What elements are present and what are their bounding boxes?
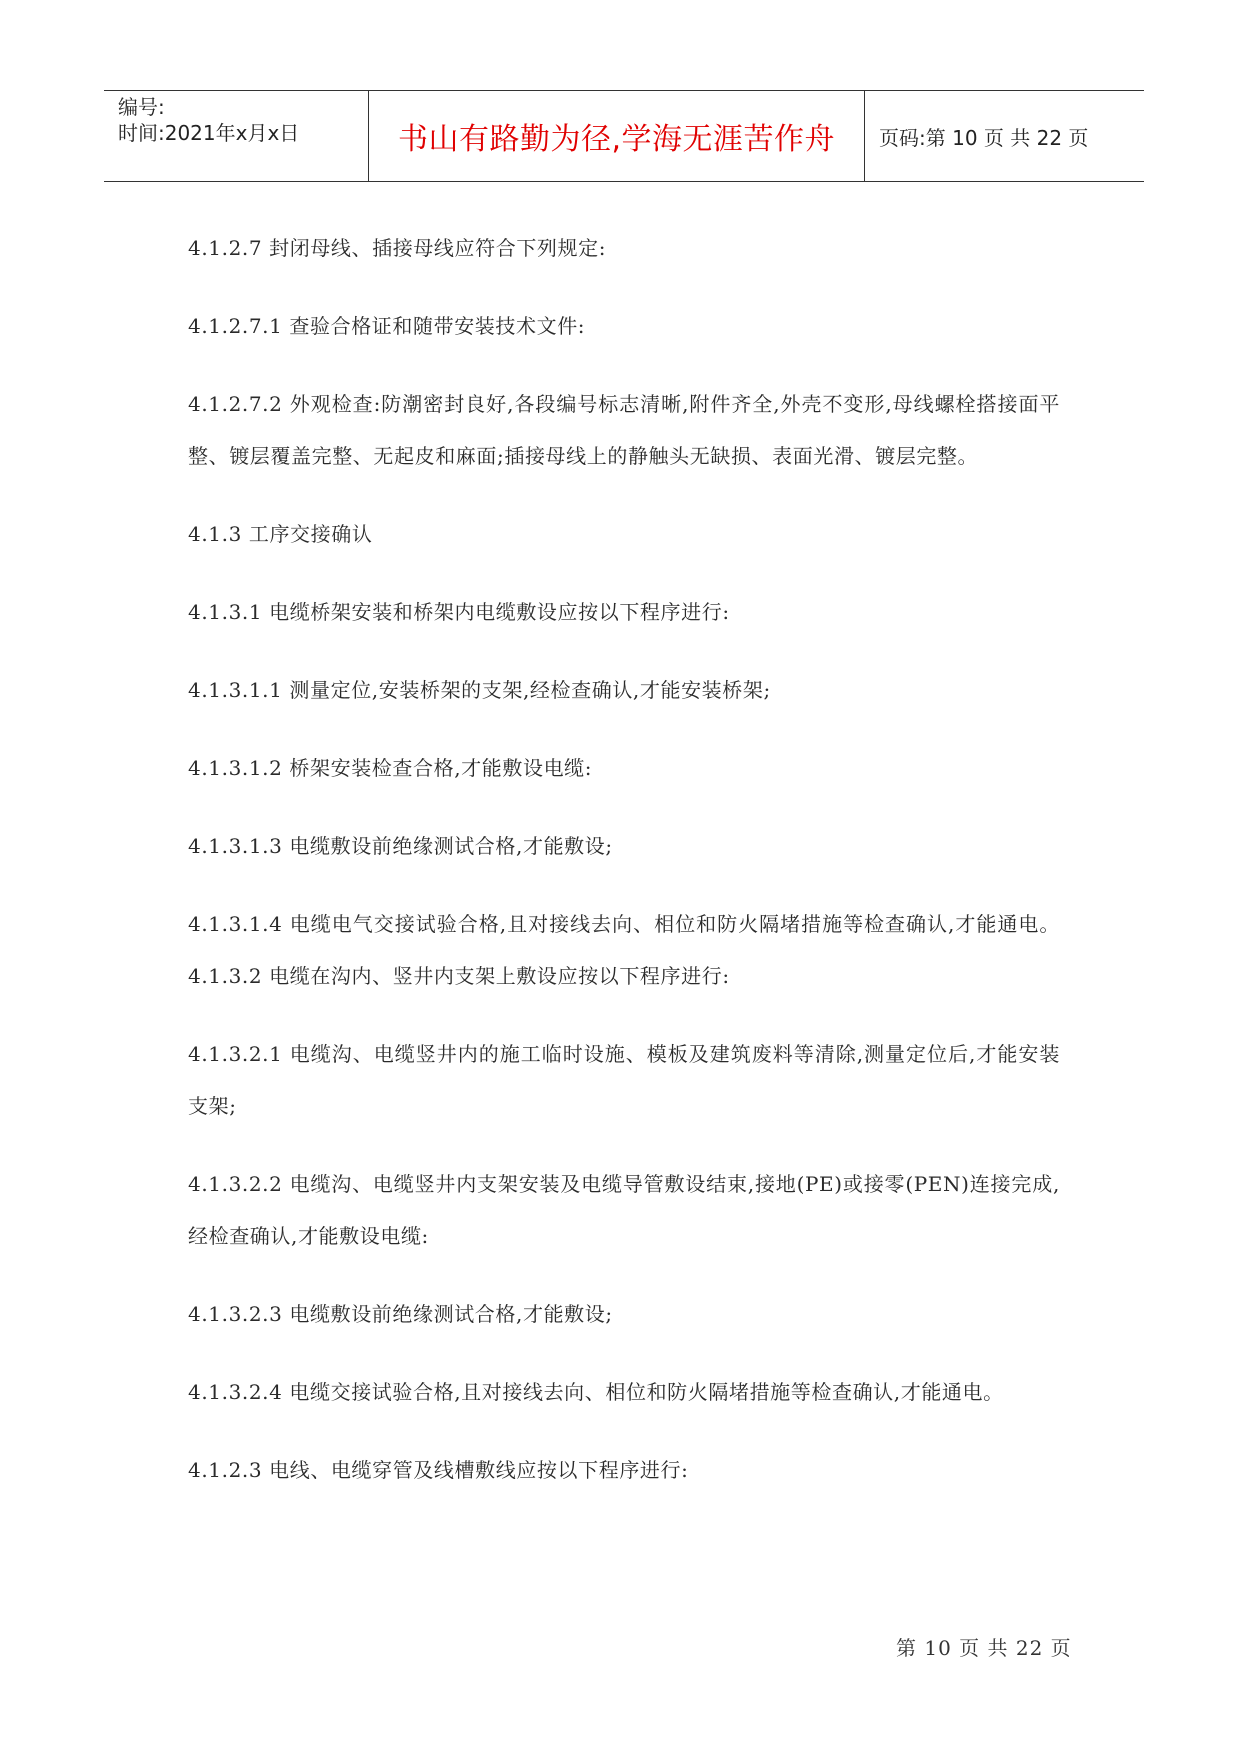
paragraph: 4.1.3.2.4 电缆交接试验合格,且对接线去向、相位和防火隔堵措施等检查确认,才能通电。 xyxy=(188,1380,1004,1404)
header-meta-cell xyxy=(104,91,369,181)
paragraph: 4.1.3.2.3 电缆敷设前绝缘测试合格,才能敷设; xyxy=(188,1302,613,1326)
document-number-label: 编号: xyxy=(118,95,165,119)
paragraph: 4.1.2.7 封闭母线、插接母线应符合下列规定: xyxy=(188,236,607,260)
document-body xyxy=(188,222,1060,1522)
header-motto: 书山有路勤为径,学海无涯苦作舟 xyxy=(397,122,836,157)
paragraph: 4.1.3.2.1 电缆沟、电缆竖井内的施工临时设施、模板及建筑废料等清除,测量定位后,才能安装支架; xyxy=(188,1042,1060,1118)
paragraph: 4.1.3.1.4 电缆电气交接试验合格,且对接线去向、相位和防火隔堵措施等检查确认,才能通电。4.1.3.2 电缆在沟内、竖井内支架上敷设应按以下程序进行: xyxy=(188,912,1060,988)
paragraph: 4.1.3.1.1 测量定位,安装桥架的支架,经检查确认,才能安装桥架; xyxy=(188,678,771,702)
page-footer: 第 10 页 共 22 页 xyxy=(896,1636,1072,1660)
header-motto-cell xyxy=(369,91,865,181)
header-page-cell xyxy=(865,91,1144,181)
section-heading: 4.1.3 工序交接确认 xyxy=(188,522,373,546)
paragraph: 4.1.3.1.3 电缆敷设前绝缘测试合格,才能敷设; xyxy=(188,834,613,858)
paragraph: 4.1.2.3 电线、电缆穿管及线槽敷线应按以下程序进行: xyxy=(188,1458,689,1482)
paragraph: 4.1.3.2.2 电缆沟、电缆竖井内支架安装及电缆导管敷设结束,接地(PE)或接零(PEN)连接完成,经检查确认,才能敷设电缆: xyxy=(188,1172,1060,1248)
paragraph: 4.1.2.7.2 外观检查:防潮密封良好,各段编号标志清晰,附件齐全,外壳不变形,母线螺栓搭接面平整、镀层覆盖完整、无起皮和麻面;插接母线上的静触头无缺损、表面光滑、镀层完整。 xyxy=(188,392,1060,468)
page-header xyxy=(104,90,1144,182)
paragraph: 4.1.3.1 电缆桥架安装和桥架内电缆敷设应按以下程序进行: xyxy=(188,600,730,624)
paragraph: 4.1.3.1.2 桥架安装检查合格,才能敷设电缆: xyxy=(188,756,593,780)
document-time-label: 时间:2021年x月x日 xyxy=(118,121,300,145)
paragraph: 4.1.2.7.1 查验合格证和随带安装技术文件: xyxy=(188,314,586,338)
header-page-number: 页码:第 10 页 共 22 页 xyxy=(879,125,1089,150)
